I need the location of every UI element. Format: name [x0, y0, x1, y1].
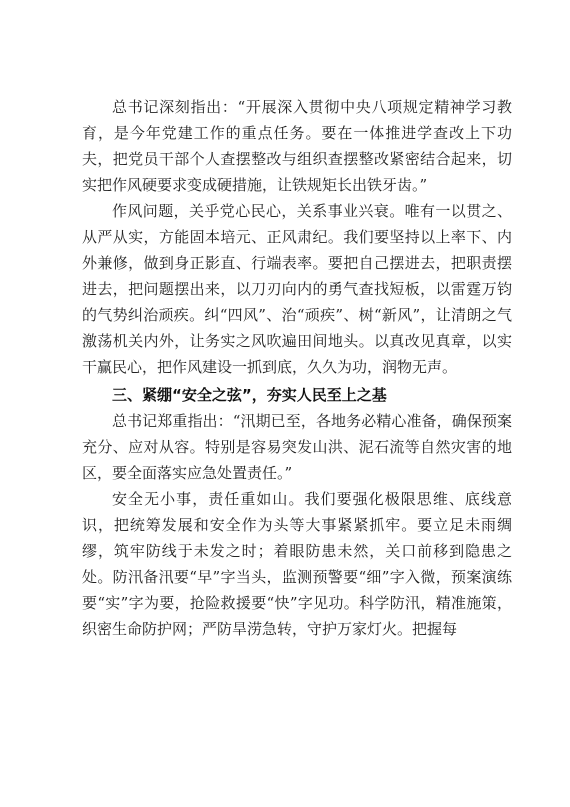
section-heading-safety: 三、紧绷“安全之弦”，夯实人民至上之基 — [112, 386, 387, 404]
document-body — [82, 94, 512, 642]
paragraph-quote-flood: 总书记郑重指出：“汛期已至，各地务必精心准备，确保预案充分、应对从容。特别是容易突发山洪、泥石流等自然灾害的地区，要全面落实应急处置责任。” — [82, 412, 512, 482]
paragraph-safety-commentary: 安全无小事，责任重如山。我们要强化极限思维、底线意识，把统筹发展和安全作为头等大事紧紧抓牢。要立足未雨绸缪，筑牢防线于未发之时；着眼防患未然，关口前移到隐患之处。防汛备汛要“早”字当头，监测预警要“细”字入微，预案演练要“实”字为要，抢险救援要“快”字见功。科学防汛，精准施策，织密生命防护网；严防旱涝急转，守护万家灯火。把握每 — [82, 490, 512, 638]
paragraph-quote-conduct: 总书记深刻指出：“开展深入贯彻中央八项规定精神学习教育，是今年党建工作的重点任务。要在一体推进学查改上下功夫，把党员干部个人查摆整改与组织查摆整改紧密结合起来，切实把作风硬要求变成硬措施，让铁规矩长出铁牙齿。” — [82, 98, 512, 194]
paragraph-conduct-commentary: 作风问题，关乎党心民心，关系事业兴衰。唯有一以贯之、从严从实，方能固本培元、正风肃纪。我们要坚持以上率下、内外兼修，做到身正影直、行端表率。要把自己摆进去，把职责摆进去，把问题摆出来，以刀刃向内的勇气查找短板，以雷霆万钧的气势纠治顽疾。纠“四风”、治“顽疾”、树“新风”，让清朗之气激荡机关内外，让务实之风吹遍田间地头。以真改见真章，以实干赢民心，把作风建设一抓到底，久久为功，润物无声。 — [82, 202, 512, 376]
